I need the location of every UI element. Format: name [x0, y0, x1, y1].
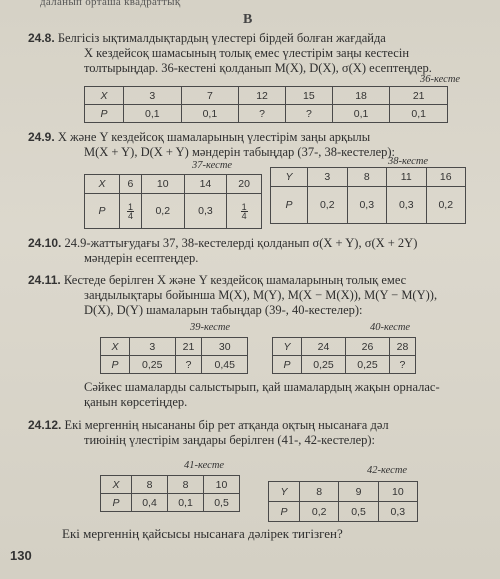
table-cell: P	[85, 105, 124, 123]
table-39	[100, 337, 248, 374]
table-row	[101, 494, 240, 512]
table-caption: 42-кесте	[367, 465, 408, 476]
table-row	[85, 175, 262, 194]
table-cell: 0,3	[378, 502, 417, 522]
table-cell: 0,4	[132, 494, 168, 512]
problem-number: 24.12.	[28, 418, 62, 432]
table-cell: 0,3	[184, 194, 227, 229]
table-cell: 0,2	[300, 502, 339, 522]
table-cell: X	[85, 87, 124, 105]
table-cell: X	[85, 175, 120, 194]
table-cell: 10	[378, 482, 417, 502]
table-cell: 10	[204, 476, 240, 494]
table-cell: X	[101, 338, 130, 356]
problem-text-line: Екі мергеннің нысананы бір рет атқанда оқтың нысанаға дәл	[64, 418, 389, 432]
table-row	[85, 194, 262, 229]
fraction: $\frac{1}{4}$	[127, 201, 133, 221]
table-cell: Y	[271, 168, 308, 187]
table-row	[85, 87, 448, 105]
table-row	[101, 476, 240, 494]
table-cell: 14	[184, 175, 227, 194]
table-caption: 37-кесте	[192, 160, 233, 171]
table-row	[101, 338, 248, 356]
table-cell: P	[271, 187, 308, 224]
problem-text-line: Кестеде берілген X және Y кездейсоқ шамаларының толық емес	[63, 273, 407, 287]
table-cell: ?	[175, 356, 202, 374]
table-cell: 0,2	[426, 187, 466, 224]
problem-24-11	[28, 273, 498, 288]
problem-text-line: тиюінің үлестірім заңдары берілген (41-, 42-кестелер):	[84, 433, 376, 447]
table-caption: 36-кесте	[420, 74, 461, 85]
page-number: 130	[10, 548, 32, 563]
problem-text-line: X кездейсоқ шамасының толық емес үлестірім заңы кестесін	[84, 46, 410, 60]
table-cell: 7	[181, 87, 239, 105]
table-cell: 0,3	[347, 187, 387, 224]
table-41	[100, 475, 240, 512]
cut-off-text: даланып орташа квадраттық	[40, 0, 181, 8]
table-cell: 26	[345, 338, 389, 356]
table-cell: 9	[339, 482, 378, 502]
fraction: $\frac{1}{4}$	[241, 201, 247, 221]
table-row	[269, 482, 418, 502]
table-cell	[227, 194, 262, 229]
table-cell: 0,25	[345, 356, 389, 374]
table-cell: X	[101, 476, 132, 494]
table-cell: 8	[132, 476, 168, 494]
problem-text-line: заңдылықтары бойынша M(X), M(Y), M(X − M(X)), M(Y − M(Y)),	[84, 288, 438, 302]
problem-question: Екі мергеннің қайсысы нысанаға дәлірек тигізген?	[62, 526, 343, 541]
problem-text-line: X және Y кездейсоқ шамаларының үлестірім заңы арқылы	[57, 130, 371, 144]
problem-24-10	[28, 236, 498, 251]
table-cell: Y	[273, 338, 302, 356]
table-37	[84, 174, 262, 229]
problem-text-line: Белгісіз ықтималдықтардың үлестері бірдей болған жағдайда	[57, 31, 386, 45]
table-cell: 0,1	[390, 105, 448, 123]
problem-24-12	[28, 418, 500, 433]
table-cell: 21	[390, 87, 448, 105]
table-cell: 0,2	[141, 194, 184, 229]
table-row	[101, 356, 248, 374]
problem-24-9	[28, 130, 498, 145]
problem-number: 24.10.	[28, 236, 62, 250]
section-heading: В	[243, 12, 253, 27]
table-cell: 0,25	[130, 356, 176, 374]
table-cell: 8	[168, 476, 204, 494]
problem-24-8	[28, 31, 498, 46]
table-caption: 40-кесте	[370, 322, 411, 333]
table-cell: P	[101, 494, 132, 512]
table-cell: 28	[389, 338, 415, 356]
table-row	[269, 502, 418, 522]
problem-text-line: Сәйкес шамаларды салыстырып, қай шамалардың жақын орналас-	[84, 380, 440, 394]
table-cell: ?	[389, 356, 415, 374]
table-cell: Y	[269, 482, 300, 502]
table-cell: 10	[141, 175, 184, 194]
problem-text-line: D(X), D(Y) шамаларын табыңдар (39-, 40-кестелер):	[84, 303, 363, 317]
table-cell: 24	[302, 338, 346, 356]
table-cell: 0,5	[339, 502, 378, 522]
table-cell: 16	[426, 168, 466, 187]
problem-text-line: мәндерін есептеңдер.	[84, 251, 199, 265]
table-cell: ?	[239, 105, 286, 123]
table-cell: 0,45	[202, 356, 248, 374]
problem-number: 24.11.	[28, 273, 61, 287]
table-row	[273, 356, 416, 374]
table-cell: 0,2	[308, 187, 348, 224]
problem-text-line: 24.9-жаттығудағы 37, 38-кестелерді қолданып σ(X + Y), σ(X + 2Y)	[64, 236, 418, 250]
table-cell: 0,1	[124, 105, 182, 123]
table-cell: 0,1	[168, 494, 204, 512]
table-row	[85, 105, 448, 123]
problem-text-line: толтырыңдар. 36-кестені қолданып M(X), D(X), σ(X) есептеңдер.	[84, 61, 432, 75]
table-cell: 20	[227, 175, 262, 194]
table-cell: P	[85, 194, 120, 229]
table-cell: 6	[120, 175, 142, 194]
table-row	[271, 187, 466, 224]
table-cell: 0,25	[302, 356, 346, 374]
table-cell: 3	[308, 168, 348, 187]
problem-number: 24.9.	[28, 130, 55, 144]
table-40	[272, 337, 416, 374]
table-cell: P	[273, 356, 302, 374]
table-cell: 21	[175, 338, 202, 356]
table-row	[271, 168, 466, 187]
table-cell: 3	[124, 87, 182, 105]
table-cell: P	[101, 356, 130, 374]
table-cell: 30	[202, 338, 248, 356]
table-42	[268, 481, 418, 522]
table-cell: 3	[130, 338, 176, 356]
table-cell: ?	[285, 105, 332, 123]
table-caption: 41-кесте	[184, 460, 225, 471]
table-cell: P	[269, 502, 300, 522]
table-cell: 18	[332, 87, 390, 105]
table-cell: 0,3	[387, 187, 427, 224]
table-cell: 0,1	[181, 105, 239, 123]
problem-number: 24.8.	[28, 31, 55, 45]
table-cell: 0,1	[332, 105, 390, 123]
problem-text-line: қанын көрсетіңдер.	[84, 395, 188, 409]
table-cell: 8	[300, 482, 339, 502]
table-36	[84, 86, 448, 123]
table-cell: 11	[387, 168, 427, 187]
table-caption: 38-кесте	[388, 156, 429, 167]
table-cell: 12	[239, 87, 286, 105]
table-cell	[120, 194, 142, 229]
table-cell: 15	[285, 87, 332, 105]
table-row	[273, 338, 416, 356]
table-caption: 39-кесте	[190, 322, 231, 333]
problem-text-line: M(X + Y), D(X + Y) мәндерін табыңдар (37-, 38-кестелер):	[84, 145, 396, 159]
table-cell: 0,5	[204, 494, 240, 512]
table-cell: 8	[347, 168, 387, 187]
table-38	[270, 167, 466, 224]
